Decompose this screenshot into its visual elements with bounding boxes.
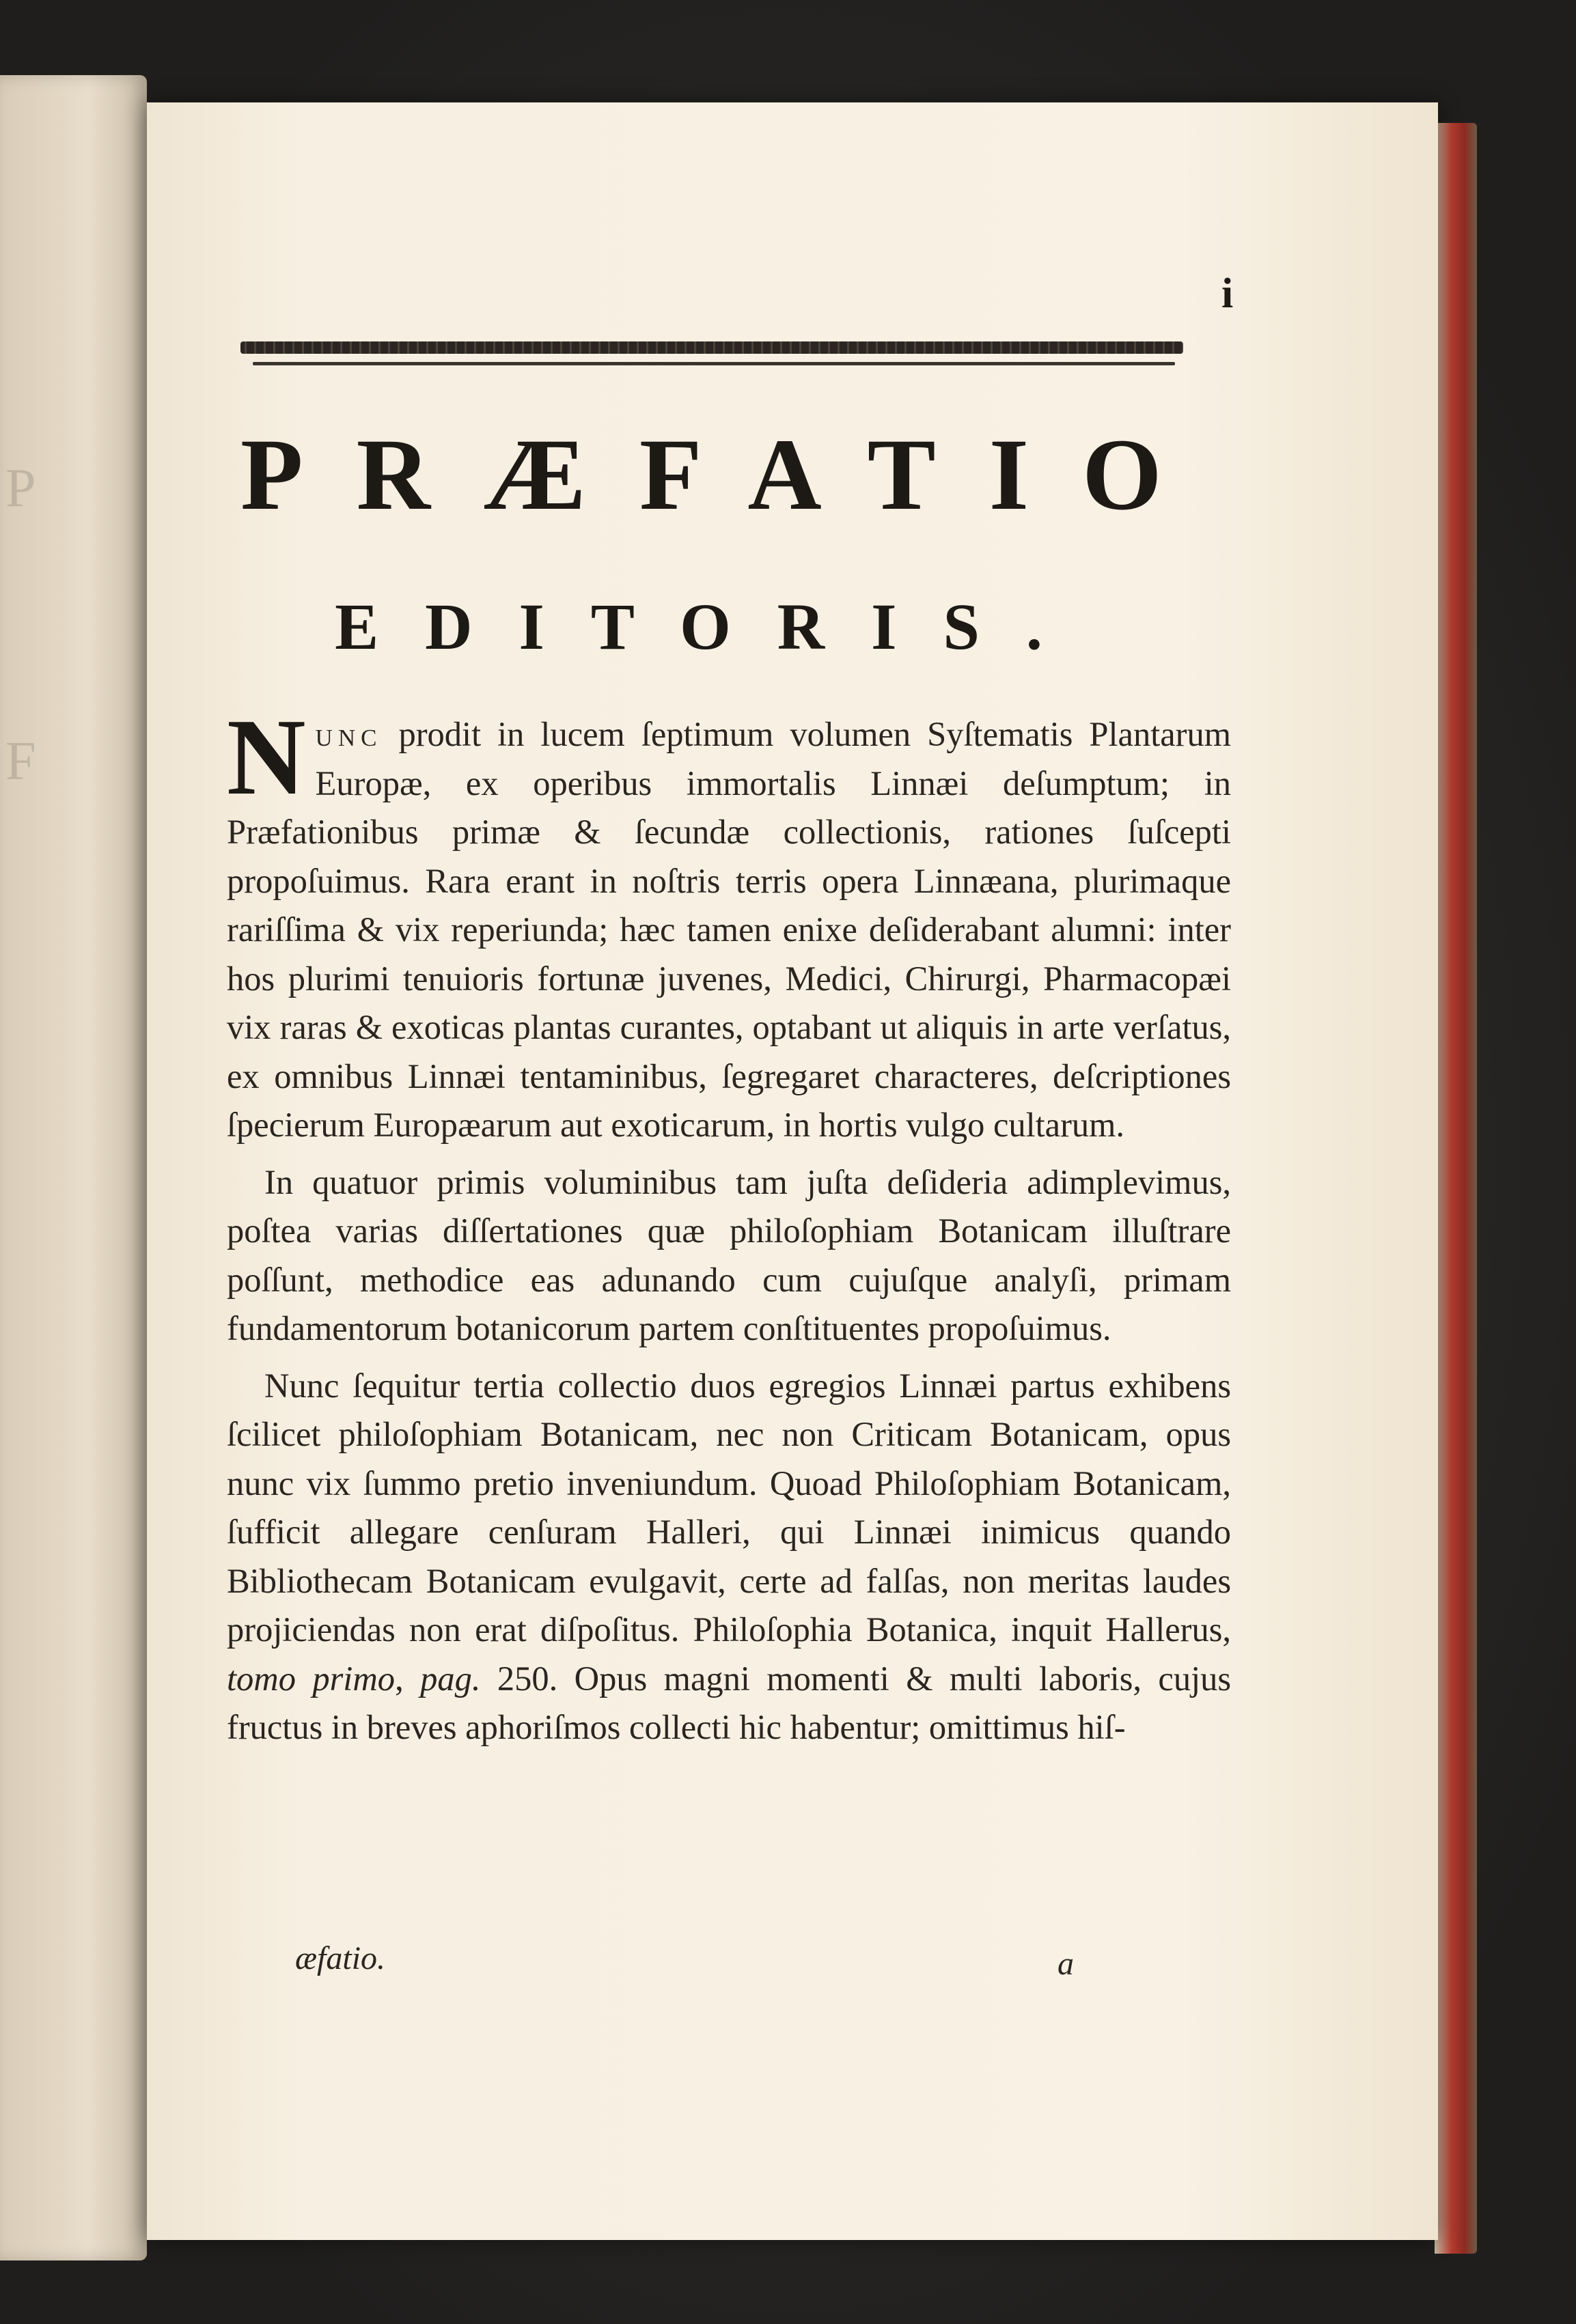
show-through-mark: P — [5, 458, 36, 518]
paragraph-3-continued: 250. Opus magni momenti & multi laboris, cujus fructus in breves aphoriſmos collecti hic habentur; omittimus hiſ- — [227, 1659, 1231, 1746]
page-title: PRÆFATIO — [240, 418, 1215, 531]
paragraph-1 — [227, 696, 1231, 1150]
ornamental-rule — [240, 341, 1183, 354]
page-subtitle: EDITORIS. — [335, 590, 1089, 663]
small-caps-text: unc — [315, 715, 383, 753]
preface-body — [227, 696, 1231, 1752]
ornamental-rule-thin — [253, 362, 1175, 365]
paragraph-3-text: Nunc ſequitur tertia collectio duos egregios Linnæi partus exhibens ſcilicet philoſophiam Botanicam, nec non Criticam Botanicam, opus nunc vix ſummo pretio inveniundum. Quoad Philoſophiam Botanicam, ſufficit allegare cenſuram Halleri, qui Linnæi inimicus quando Bibliothecam Botanicam evulgavit, certe ad falſas, non meritas laudes projiciendas non erat diſpoſitus. Philoſophia Botanica, inquit Hallerus, — [227, 1366, 1231, 1649]
page-edge — [1435, 123, 1477, 2254]
signature-mark: a — [1057, 1946, 1074, 1982]
page-number: i — [1221, 270, 1234, 317]
facing-page — [0, 75, 147, 2260]
paragraph-1-text: prodit in lucem ſeptimum volumen Syſtematis Plantarum Europæ, ex operibus immortalis Linnæi deſumptum; in Præfationibus primæ & ſecundæ collectionis, rationes ſuſcepti propoſuimus. Rara erant in noſtris terris opera Linnæana, plurimaque rariſſima & vix reperiunda; hæc tamen enixe deſiderabant alumni: inter hos plurimi tenuioris fortunæ juvenes, Medici, Chirurgi, Pharmacopæi vix raras & exoticas plantas curantes, optabant ut aliquis in arte verſatus, ex omnibus Linnæi tentaminibus, ſegregaret characteres, deſcriptiones ſpecierum Europæarum aut exoticarum, in hortis vulgo cultarum. — [227, 715, 1231, 1144]
italic-reference: pag. — [420, 1659, 481, 1698]
show-through-mark: F — [5, 731, 36, 792]
drop-cap: N — [227, 696, 306, 817]
paragraph-2: In quatuor primis voluminibus tam juſta deſideria adimplevimus, poſtea varias diſſertationes quæ philoſophiam Botanicam illuſtrare poſſunt, methodice eas adunando cum cujuſque analyſi, primam fundamentorum botanicorum partem conſtituentes propoſuimus. — [227, 1162, 1231, 1347]
catchword: æfatio. — [295, 1940, 386, 1976]
reference-separator: , — [395, 1659, 421, 1698]
italic-reference: tomo primo — [227, 1659, 396, 1698]
paragraph-3 — [227, 1362, 1231, 1752]
